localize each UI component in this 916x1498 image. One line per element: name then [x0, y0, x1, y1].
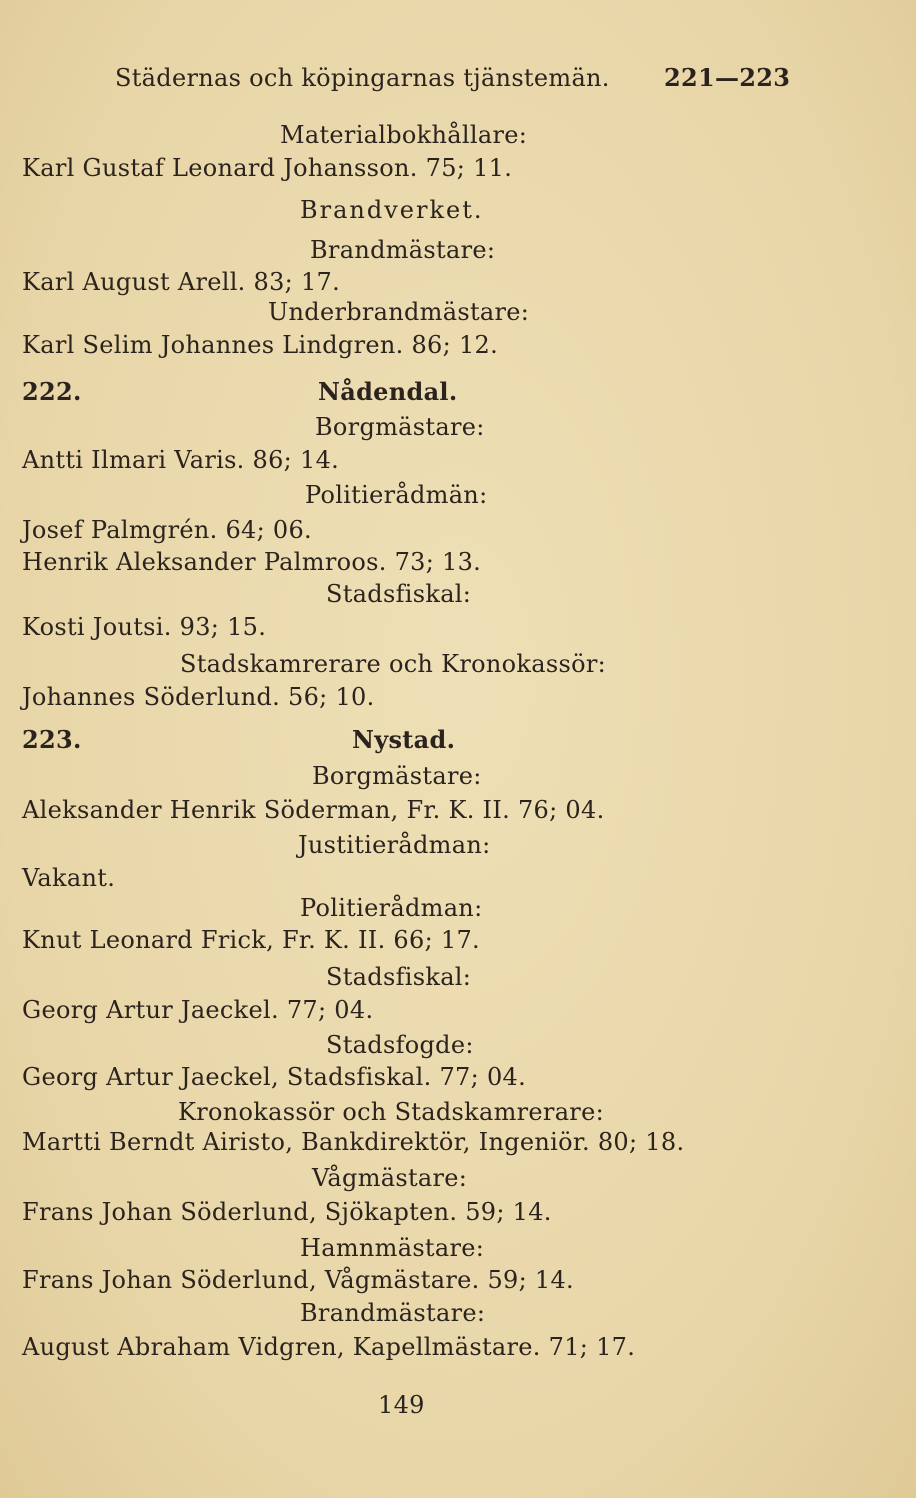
office-heading: Borgmästare:: [312, 762, 482, 790]
entry: Vakant.: [22, 864, 116, 892]
office-heading: Stadskamrerare och Kronokassör:: [180, 650, 606, 678]
town-number: 222.: [22, 377, 82, 406]
office-heading: Materialbokhållare:: [280, 121, 528, 149]
entry: August Abraham Vidgren, Kapellmästare. 71; 17.: [22, 1333, 636, 1361]
town-number: 223.: [22, 725, 82, 754]
office-heading: Stadsfiskal:: [326, 963, 472, 991]
office-heading: Borgmästare:: [315, 413, 485, 441]
office-heading: Kronokassör och Stadskamrerare:: [178, 1098, 604, 1126]
entry: Martti Berndt Airisto, Bankdirektör, Ingeniör. 80; 18.: [22, 1128, 685, 1156]
entry: Knut Leonard Frick, Fr. K. II. 66; 17.: [22, 926, 480, 954]
entry: Josef Palmgrén. 64; 06.: [22, 516, 312, 544]
entry: Georg Artur Jaeckel. 77; 04.: [22, 996, 374, 1024]
office-heading: Vågmästare:: [312, 1164, 468, 1192]
entry: Aleksander Henrik Söderman, Fr. K. II. 76; 04.: [22, 796, 605, 824]
office-heading: Politierådmän:: [305, 481, 488, 509]
office-heading: Hamnmästare:: [300, 1234, 485, 1262]
office-heading: Stadsfogde:: [326, 1031, 474, 1059]
entry: Kosti Joutsi. 93; 15.: [22, 613, 267, 641]
office-heading: Brandmästare:: [300, 1299, 486, 1327]
town-name: Nystad.: [352, 725, 456, 754]
entry: Henrik Aleksander Palmroos. 73; 13.: [22, 548, 482, 576]
office-heading: Politierådman:: [300, 894, 483, 922]
entry: Antti Ilmari Varis. 86; 14.: [22, 446, 340, 474]
entry: Karl August Arell. 83; 17.: [22, 268, 341, 296]
office-heading: Brandmästare:: [310, 236, 496, 264]
entry: Frans Johan Söderlund, Sjökapten. 59; 14.: [22, 1198, 552, 1226]
office-heading: Underbrandmästare:: [268, 298, 530, 326]
section-heading: Brandverket.: [300, 196, 484, 224]
page-number: 149: [378, 1391, 425, 1419]
entry: Karl Gustaf Leonard Johansson. 75; 11.: [22, 154, 513, 182]
town-name: Nådendal.: [318, 377, 458, 406]
office-heading: Stadsfiskal:: [326, 580, 472, 608]
entry: Georg Artur Jaeckel, Stadsfiskal. 77; 04.: [22, 1063, 527, 1091]
office-heading: Justitierådman:: [298, 831, 491, 859]
running-header-range: 221—223: [664, 63, 791, 92]
entry: Karl Selim Johannes Lindgren. 86; 12.: [22, 331, 499, 359]
entry: Johannes Söderlund. 56; 10.: [22, 683, 375, 711]
entry: Frans Johan Söderlund, Vågmästare. 59; 14.: [22, 1266, 574, 1294]
running-header-title: Städernas och köpingarnas tjänstemän.: [115, 64, 610, 92]
